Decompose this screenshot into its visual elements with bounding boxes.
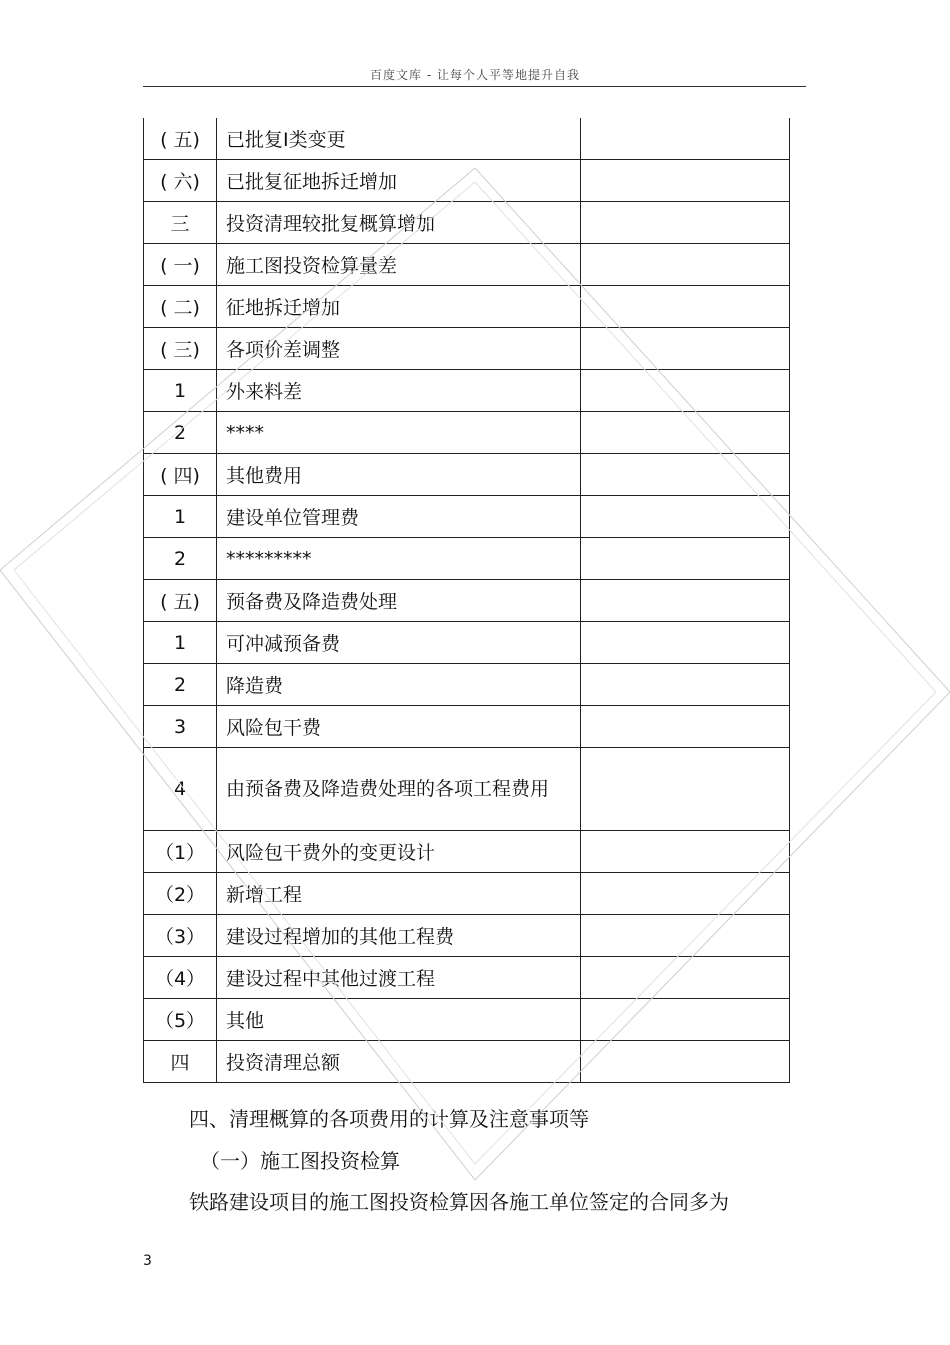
row-item: 预备费及降造费处理 bbox=[217, 580, 581, 622]
row-item: 建设过程中其他过渡工程 bbox=[217, 957, 581, 999]
row-item: 新增工程 bbox=[217, 873, 581, 915]
table-row bbox=[144, 538, 790, 580]
row-amount bbox=[581, 622, 790, 664]
row-number: （1） bbox=[144, 831, 217, 873]
row-amount bbox=[581, 286, 790, 328]
row-item: 其他费用 bbox=[217, 454, 581, 496]
table-row bbox=[144, 706, 790, 748]
row-amount bbox=[581, 244, 790, 286]
row-number: 1 bbox=[144, 622, 217, 664]
table-row bbox=[144, 622, 790, 664]
row-number: 3 bbox=[144, 706, 217, 748]
row-item: 征地拆迁增加 bbox=[217, 286, 581, 328]
row-amount bbox=[581, 496, 790, 538]
row-item: 风险包干费外的变更设计 bbox=[217, 831, 581, 873]
row-number: ( 五) bbox=[144, 580, 217, 622]
table-row bbox=[144, 580, 790, 622]
row-amount bbox=[581, 706, 790, 748]
row-item: 其他 bbox=[217, 999, 581, 1041]
row-amount bbox=[581, 915, 790, 957]
row-item: 可冲减预备费 bbox=[217, 622, 581, 664]
row-number: （4） bbox=[144, 957, 217, 999]
table-row bbox=[144, 873, 790, 915]
row-amount bbox=[581, 748, 790, 831]
table-row bbox=[144, 957, 790, 999]
table-row bbox=[144, 328, 790, 370]
header-rule bbox=[143, 86, 806, 87]
row-number: 三 bbox=[144, 202, 217, 244]
row-number: ( 六) bbox=[144, 160, 217, 202]
row-item: 各项价差调整 bbox=[217, 328, 581, 370]
row-amount bbox=[581, 664, 790, 706]
row-item: ********* bbox=[217, 538, 581, 580]
row-number: ( 三) bbox=[144, 328, 217, 370]
page-number: 3 bbox=[143, 1253, 152, 1269]
table-row bbox=[144, 202, 790, 244]
row-item: 施工图投资检算量差 bbox=[217, 244, 581, 286]
row-amount bbox=[581, 1041, 790, 1083]
row-amount bbox=[581, 580, 790, 622]
row-amount bbox=[581, 831, 790, 873]
row-number: ( 五) bbox=[144, 118, 217, 160]
page-header: 百度文库 - 让每个人平等地提升自我 bbox=[370, 68, 580, 82]
body-paragraph: 铁路建设项目的施工图投资检算因各施工单位签定的合同多为 bbox=[189, 1190, 729, 1214]
investment-table bbox=[143, 118, 790, 1083]
row-item: 风险包干费 bbox=[217, 706, 581, 748]
row-number: （3） bbox=[144, 915, 217, 957]
row-number: 2 bbox=[144, 664, 217, 706]
row-number: 2 bbox=[144, 412, 217, 454]
table-row bbox=[144, 244, 790, 286]
row-item: **** bbox=[217, 412, 581, 454]
row-item: 外来料差 bbox=[217, 370, 581, 412]
row-amount bbox=[581, 538, 790, 580]
table-row bbox=[144, 160, 790, 202]
table-row bbox=[144, 454, 790, 496]
row-item: 已批复Ⅰ类变更 bbox=[217, 118, 581, 160]
row-amount bbox=[581, 873, 790, 915]
table-row bbox=[144, 999, 790, 1041]
row-amount bbox=[581, 328, 790, 370]
table-row bbox=[144, 118, 790, 160]
row-amount bbox=[581, 412, 790, 454]
row-item: 降造费 bbox=[217, 664, 581, 706]
table-row bbox=[144, 748, 790, 831]
row-amount bbox=[581, 999, 790, 1041]
table-row bbox=[144, 412, 790, 454]
row-amount bbox=[581, 160, 790, 202]
row-amount bbox=[581, 118, 790, 160]
row-item: 投资清理较批复概算增加 bbox=[217, 202, 581, 244]
row-item: 建设过程增加的其他工程费 bbox=[217, 915, 581, 957]
row-item: 投资清理总额 bbox=[217, 1041, 581, 1083]
table-row bbox=[144, 496, 790, 538]
table-row bbox=[144, 370, 790, 412]
table-row bbox=[144, 664, 790, 706]
table-row bbox=[144, 831, 790, 873]
row-amount bbox=[581, 202, 790, 244]
row-number: ( 四) bbox=[144, 454, 217, 496]
row-number: 1 bbox=[144, 370, 217, 412]
row-item: 已批复征地拆迁增加 bbox=[217, 160, 581, 202]
row-amount bbox=[581, 370, 790, 412]
row-number: （2） bbox=[144, 873, 217, 915]
row-number: ( 二) bbox=[144, 286, 217, 328]
table-row bbox=[144, 286, 790, 328]
row-number: 四 bbox=[144, 1041, 217, 1083]
table-row bbox=[144, 1041, 790, 1083]
row-amount bbox=[581, 454, 790, 496]
row-number: ( 一) bbox=[144, 244, 217, 286]
subsection-heading: （一）施工图投资检算 bbox=[200, 1149, 400, 1173]
table-row bbox=[144, 915, 790, 957]
row-number: （5） bbox=[144, 999, 217, 1041]
row-item: 建设单位管理费 bbox=[217, 496, 581, 538]
row-number: 2 bbox=[144, 538, 217, 580]
row-number: 4 bbox=[144, 748, 217, 831]
section-heading: 四、清理概算的各项费用的计算及注意事项等 bbox=[189, 1107, 589, 1131]
row-amount bbox=[581, 957, 790, 999]
row-number: 1 bbox=[144, 496, 217, 538]
row-item: 由预备费及降造费处理的各项工程费用 bbox=[217, 748, 581, 831]
